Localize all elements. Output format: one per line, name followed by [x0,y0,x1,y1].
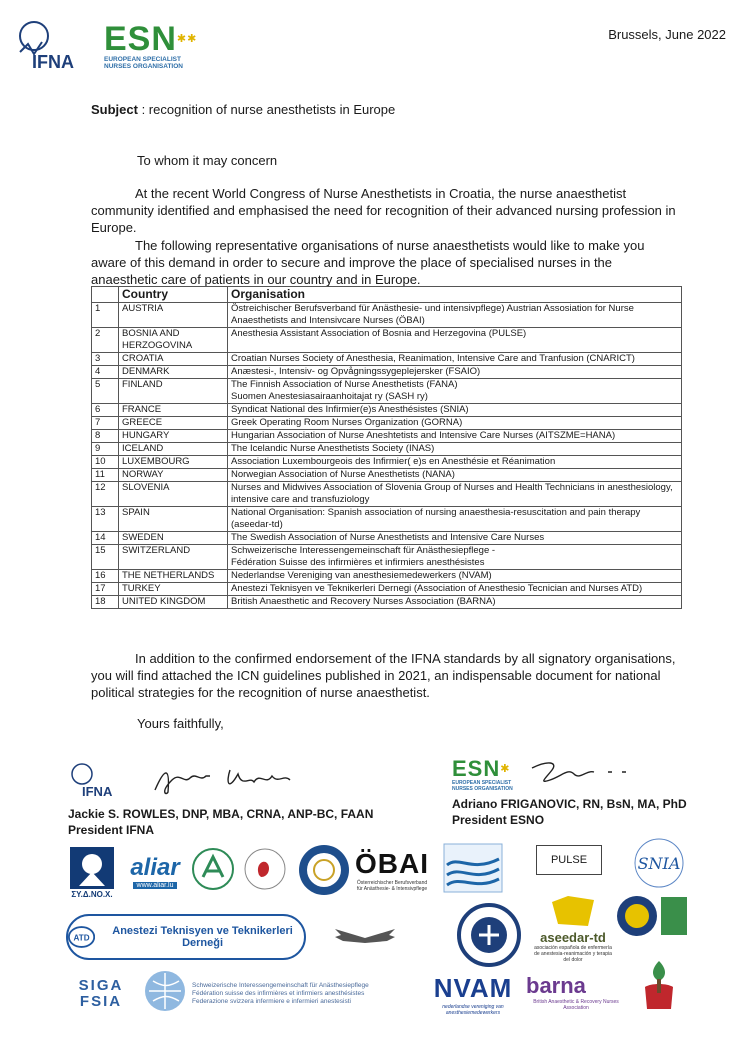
row-number: 1 [92,303,119,328]
table-row [92,570,682,583]
row-country: ICELAND [119,443,228,456]
row-number: 11 [92,469,119,482]
siga-fsia-logo: SIGA FSIA [78,977,124,1010]
siga-text-block: Schweizerische Interessengemeinschaft für Anästhesiepflege Fédération suisse des infirmières et infirmiers anesthésistes Federazione svizzera infermiere e infermieri anestesisti [192,982,369,1005]
table-row [92,430,682,443]
row-number: 10 [92,456,119,469]
pulse-logo: PULSE [532,846,606,874]
obai-logo: ÖBAI Österreichischer Berufsverband für Anästhesie- & Intensivpflege [355,848,429,892]
row-organisation: National Organisation: Spanish association of nursing anaesthesia-resuscitation and pain therapy (aseedar-td) [228,507,682,532]
subject-line [91,102,395,117]
table-row [92,353,682,366]
paragraph-1: At the recent World Congress of Nurse Anesthetists in Croatia, the nurse anaesthetist community identified and emphasised the need for recognition of their advanced nursing profession in Europe. [91,186,676,235]
row-number: 7 [92,417,119,430]
barna-logo: barna British Anaesthetic & Recovery Nurses Association [526,973,619,1011]
wave-logo [442,842,504,894]
table-row [92,469,682,482]
ifna-small-logo [68,760,130,800]
table-row [92,366,682,379]
row-organisation: Syndicat National des Infirmier(e)s Anesthésistes (SNIA) [228,404,682,417]
paragraph-2: The following representative organisations of nurse anaesthetists would like to make you aware of this demand in order to secure and improve the place of specialised nurses in the anaesthetic care of patients in our country and in Europe. [91,238,645,287]
table-row [92,404,682,417]
signatory-ifna-name: Jackie S. ROWLES, DNP, MBA, CRNA, ANP-BC, FAAN [68,807,374,821]
snia-logo [626,834,692,892]
row-organisation: Greek Operating Room Nurses Organization (GORNA) [228,417,682,430]
subject-text: : recognition of nurse anesthetists in Europe [137,102,396,117]
esno-small-logo: ESN✱ EUROPEAN SPECIALIST NURSES ORGANISATION [452,756,513,792]
signatory-ifna [68,806,373,838]
aliar-logo: aliar www.aliar.lu [130,853,180,889]
row-country: CROATIA [119,353,228,366]
row-organisation: Anesthesia Assistant Association of Bosnia and Herzegovina (PULSE) [228,328,682,353]
row-country: GREECE [119,417,228,430]
row-country: THE NETHERLANDS [119,570,228,583]
hungarian-seal-logo [456,902,522,968]
row-number: 3 [92,353,119,366]
row-country: SPAIN [119,507,228,532]
row-number: 8 [92,430,119,443]
row-country: HUNGARY [119,430,228,443]
row-organisation: The Swedish Association of Nurse Anesthetists and Intensive Care Nurses [228,532,682,545]
row-organisation: Hungarian Association of Nurse Aneshtetists and Intensive Care Nurses (AITSZME=HANA) [228,430,682,443]
table-header-row [92,287,682,303]
table-row [92,545,682,570]
siga-globe-icon [142,968,188,1014]
table-row [92,303,682,328]
wings-logo [330,918,400,958]
signatory-esno-title: President ESNO [452,813,545,827]
row-number: 15 [92,545,119,570]
row-country: SLOVENIA [119,482,228,507]
row-country: SWITZERLAND [119,545,228,570]
row-organisation: Norwegian Association of Nurse Anesthetists (NANA) [228,469,682,482]
row-organisation: Östreichischer Berufsverband für Anästhesie- und intensivpflege) Austrian Assosiation for Nurse Anaesthetists and Intensivcare Nurses (ÖBAI) [228,303,682,328]
table-row [92,507,682,532]
row-country: BOSNIA AND HERZOGOVINA [119,328,228,353]
table-row [92,456,682,469]
table-row [92,482,682,507]
letter-date: Brussels, June 2022 [608,27,726,42]
header-organisation: Organisation [228,287,682,303]
subject-label: Subject [91,102,138,117]
signatory-esno [452,796,687,828]
nvam-logo: NVAM nederlandse vereniging van anesthesiemedewerkers [433,972,513,1016]
svg-text:ATD: ATD [73,933,90,943]
table-row [92,443,682,456]
row-organisation: The Icelandic Nurse Anesthetists Society (INAS) [228,443,682,456]
row-country: LUXEMBOURG [119,456,228,469]
row-organisation: Schweizerische Interessengemeinschaft für Anästhesiepflege - Fédération Suisse des infirmières et infirmiers anesthésistes [228,545,682,570]
gorna-logo [630,956,688,1014]
table-row [92,328,682,353]
closing: Yours faithfully, [137,716,224,731]
aseedar-logo: aseedar-td asociación española de enfermería de anestesia-reanimación y terapia del dolor [534,890,612,966]
salutation: To whom it may concern [137,153,278,168]
signatory-esno-name: Adriano FRIGANOVIC, RN, BsN, MA, PhD [452,797,687,811]
ydanox-logo: ΣΥ.Δ.ΝΟ.Χ. [66,842,118,902]
table-row [92,379,682,404]
cnarict-logo [190,846,236,892]
row-organisation: Anestezi Teknisyen ve Teknikerleri Dernegi (Association of Anesthesio Tecnician and Nurses ATD) [228,583,682,596]
row-number: 12 [92,482,119,507]
row-organisation: Croatian Nurses Society of Anesthesia, Reanimation, Intensive Care and Tranfusion (CNARICT) [228,353,682,366]
header-number [92,287,119,303]
row-number: 13 [92,507,119,532]
row-number: 17 [92,583,119,596]
signature-rowles [150,762,300,798]
row-organisation: The Finnish Association of Nurse Anesthetists (FANA) Suomen Anestesiasairaanhoitajat ry (SASH ry) [228,379,682,404]
row-organisation: Association Luxembourgeois des Infirmier( e)s en Anesthésie et Réanimation [228,456,682,469]
row-country: UNITED KINGDOM [119,596,228,609]
header-country: Country [119,287,228,303]
iceland-logo [614,890,690,942]
row-organisation: Nederlandse Vereniging van anesthesiemedewerkers (NVAM) [228,570,682,583]
row-country: AUSTRIA [119,303,228,328]
row-number: 6 [92,404,119,417]
table-row [92,417,682,430]
signature-friganovic [528,758,638,788]
paragraph-3: In addition to the confirmed endorsement of the IFNA standards by all signatory organisations, you will find attached the ICN guidelines published in 2021, an indispensable document for national political strategies for the recognition of nurse anaesthetist. [91,651,676,700]
row-country: SWEDEN [119,532,228,545]
fsaio-logo [240,846,290,892]
organisations-table [91,286,682,609]
svg-text:SNIA: SNIA [637,854,681,873]
row-country: FRANCE [119,404,228,417]
svg-text:IFNA: IFNA [32,52,74,72]
ifna-logo [14,14,100,74]
row-country: FINLAND [119,379,228,404]
row-country: TURKEY [119,583,228,596]
table-row [92,583,682,596]
row-organisation: Anæstesi-, Intensiv- og Opvågningssygeplejersker (FSAIO) [228,366,682,379]
row-number: 5 [92,379,119,404]
row-number: 4 [92,366,119,379]
row-country: DENMARK [119,366,228,379]
svg-text:IFNA: IFNA [82,784,113,799]
row-organisation: Nurses and Midwives Association of Slovenia Group of Nurses and Health Technicians in anesthesiology, intensive care and transfuziology [228,482,682,507]
signatory-ifna-title: President IFNA [68,823,155,837]
row-country: NORWAY [119,469,228,482]
esno-logo: ESN✱✱ EUROPEAN SPECIALIST NURSES ORGANISATION [104,20,198,70]
row-number: 18 [92,596,119,609]
seal-logo [296,842,352,898]
atd-logo: ATD Anestezi Teknisyen ve Teknikerleri Derneği [66,914,306,960]
table-row [92,532,682,545]
row-number: 9 [92,443,119,456]
table-row [92,596,682,609]
row-number: 2 [92,328,119,353]
row-number: 16 [92,570,119,583]
row-organisation: British Anaesthetic and Recovery Nurses Association (BARNA) [228,596,682,609]
row-number: 14 [92,532,119,545]
